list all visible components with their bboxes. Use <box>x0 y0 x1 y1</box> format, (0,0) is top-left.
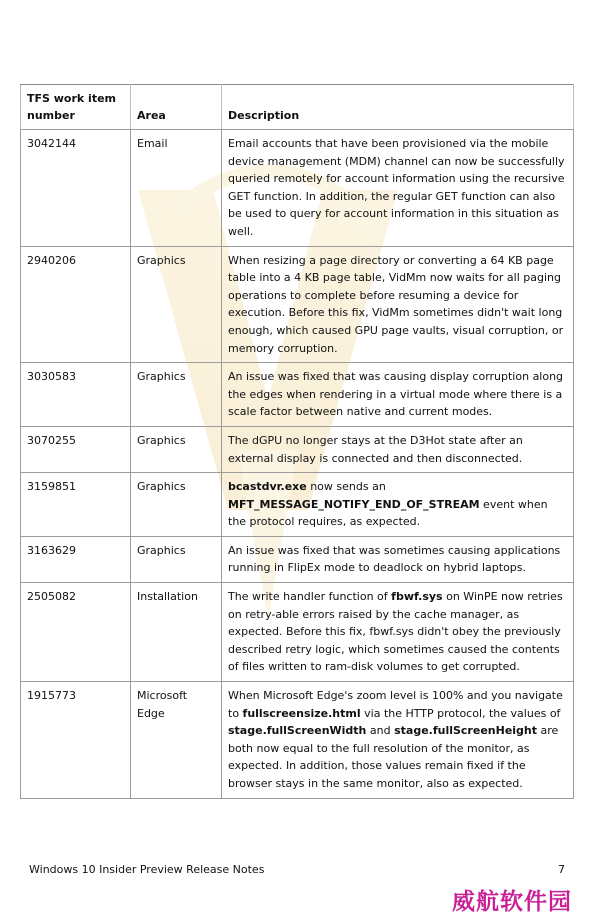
tfs-item-number: 3159851 <box>21 473 131 537</box>
area-cell: Graphics <box>131 246 222 363</box>
description-text: An issue was fixed that was causing display corruption along the edges when rendering in a virtual mode where there is a scale factor between native and current modes. <box>228 370 564 419</box>
header-tfs-work-item-number: TFS work item number <box>21 85 131 130</box>
footer-page-number: 7 <box>558 863 565 876</box>
description-cell <box>222 130 574 247</box>
table-row <box>21 536 574 582</box>
area-cell: Graphics <box>131 363 222 427</box>
tfs-item-number: 1915773 <box>21 682 131 799</box>
table-row <box>21 246 574 363</box>
table-row <box>21 363 574 427</box>
area-cell: Graphics <box>131 473 222 537</box>
table-body <box>21 130 574 799</box>
tfs-item-number: 3042144 <box>21 130 131 247</box>
description-cell <box>222 473 574 537</box>
footer-document-title: Windows 10 Insider Preview Release Notes <box>29 863 265 876</box>
description-cell <box>222 536 574 582</box>
description-cell <box>222 363 574 427</box>
area-cell: Microsoft Edge <box>131 682 222 799</box>
area-cell: Email <box>131 130 222 247</box>
description-text: Email accounts that have been provisioned via the mobile device management (MDM) channel can now be successfully queried remotely for account information using the recursive GET function. In addition, the regular GET function can also be used to query for account information in this situation as well. <box>228 137 565 238</box>
table-header-row <box>21 85 574 130</box>
description-text: The dGPU no longer stays at the D3Hot state after an external display is connected and then disconnected. <box>228 433 523 465</box>
site-watermark-text: 威航软件园 <box>452 889 572 915</box>
table-row <box>21 130 574 247</box>
description-text: on WinPE now retries on retry-able errors raised by the cache manager, as expected. Before this fix, fbwf.sys didn't obey the previously described retry logic, which sometimes caused the contents of files written to ram-disk volumes to get corrupted. <box>228 590 563 674</box>
description-bold-term: fbwf.sys <box>391 590 443 604</box>
table-row <box>21 426 574 472</box>
description-bold-term: bcastdvr.exe <box>228 480 307 494</box>
description-text: The write handler function of <box>228 590 392 604</box>
release-notes-table-wrapper <box>20 84 573 799</box>
header-area: Area <box>131 85 222 130</box>
area-cell: Graphics <box>131 536 222 582</box>
description-text: and <box>366 724 395 738</box>
description-text: now sends an <box>306 480 386 494</box>
description-bold-term: fullscreensize.html <box>242 706 361 720</box>
table-row <box>21 473 574 537</box>
tfs-item-number: 2505082 <box>21 583 131 682</box>
description-bold-term: stage.fullScreenWidth <box>228 724 367 738</box>
description-cell <box>222 426 574 472</box>
description-text: An issue was fixed that was sometimes causing applications running in FlipEx mode to deadlock on hybrid laptops. <box>228 543 561 575</box>
description-cell <box>222 246 574 363</box>
tfs-item-number: 3070255 <box>21 426 131 472</box>
tfs-item-number: 3163629 <box>21 536 131 582</box>
area-cell: Graphics <box>131 426 222 472</box>
description-bold-term: MFT_MESSAGE_NOTIFY_END_OF_STREAM <box>228 497 480 511</box>
description-text: are both now equal to the full resolution of the monitor, as expected. In addition, those values remain fixed if the browser stays in the same monitor, also as expected. <box>228 724 559 790</box>
table-row <box>21 583 574 682</box>
header-description: Description <box>222 85 574 130</box>
tfs-item-number: 3030583 <box>21 363 131 427</box>
release-notes-table <box>20 84 574 799</box>
description-text: event when the protocol requires, as expected. <box>228 497 548 529</box>
table-row <box>21 682 574 799</box>
description-cell <box>222 682 574 799</box>
tfs-item-number: 2940206 <box>21 246 131 363</box>
area-cell: Installation <box>131 583 222 682</box>
description-text: When resizing a page directory or converting a 64 KB page table into a 4 KB page table, VidMm now waits for all paging operations to complete before resuming a device for execution. Before this fix, VidMm sometimes didn't wait long enough, which caused GPU page vaults, visual corruption, or memory corruption. <box>228 253 564 355</box>
description-text: via the HTTP protocol, the values of <box>360 706 561 720</box>
description-text: When Microsoft Edge's zoom level is 100% and you navigate to <box>228 689 563 720</box>
description-cell <box>222 583 574 682</box>
description-bold-term: stage.fullScreenHeight <box>394 724 538 738</box>
